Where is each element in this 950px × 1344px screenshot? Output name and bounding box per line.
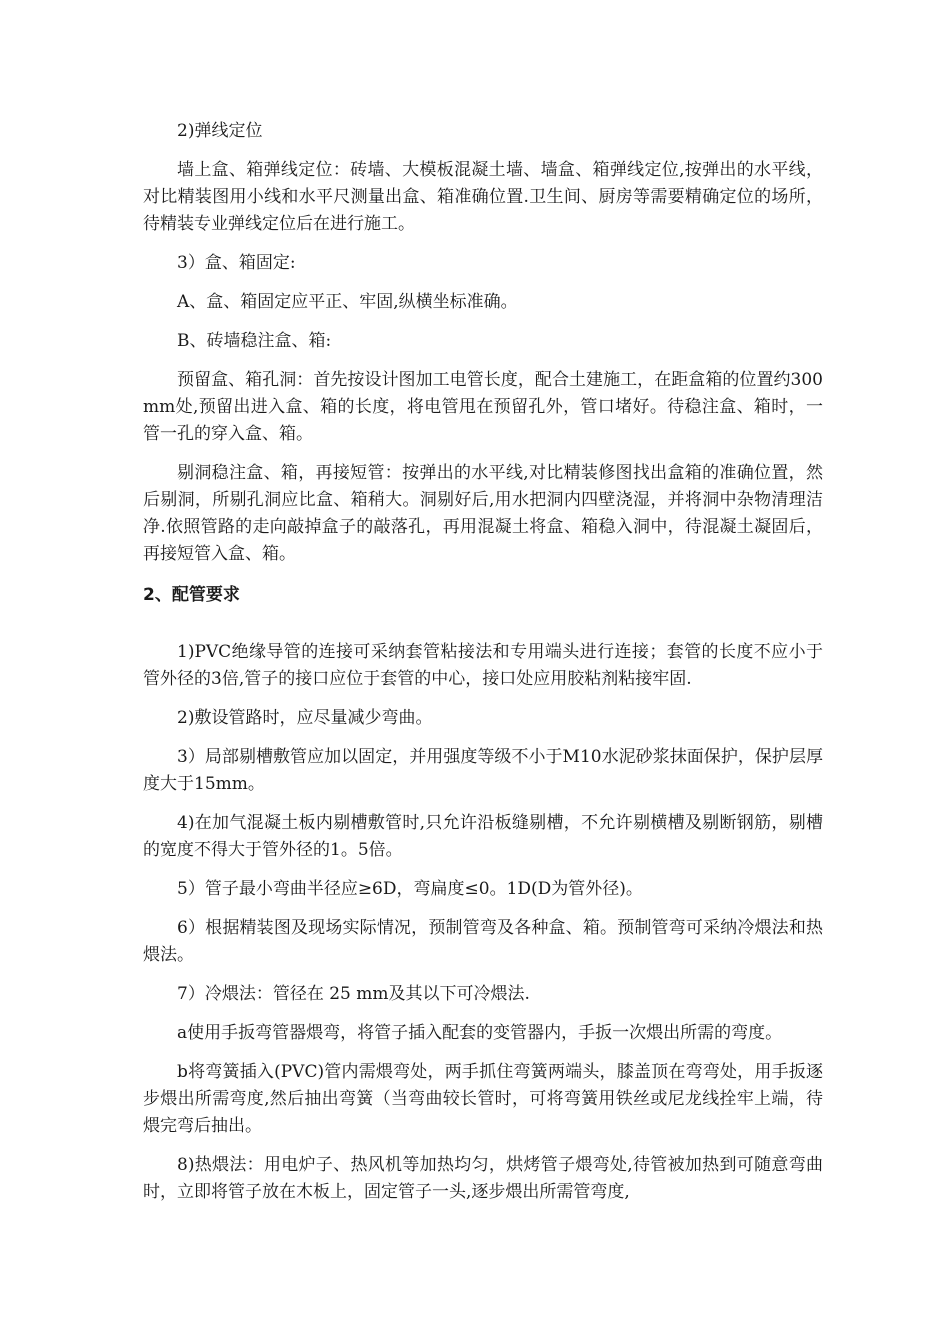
paragraph-chisel-holes: 剔洞稳注盒、箱，再接短管：按弹出的水平线,对比精装修图找出盒箱的准确位置，然后剔洞，所剔孔洞应比盒、箱稍大。洞剔好后,用水把洞内四壁浇湿，并将洞中杂物清理洁净.依照管路的走向敲掉盒子的敲落孔，再用混凝土将盒、箱稳入洞中，待混凝土凝固后，再接短管入盒、箱。 [143, 463, 823, 564]
paragraph-step-2: 2)弹线定位 [177, 121, 263, 141]
paragraph-req-3: 3）局部剔槽敷管应加以固定，并用强度等级不小于M10水泥砂浆抹面保护，保护层厚度大于15mm。 [143, 747, 823, 794]
paragraph-item-b: B、砖墙稳注盒、箱: [177, 331, 332, 351]
section-heading: 2、配管要求 [143, 585, 240, 605]
paragraph-req-1: 1)PVC绝缘导管的连接可采纳套管粘接法和专用端头进行连接；套管的长度不应小于管外径的3倍,管子的接口应位于套管的中心，接口处应用胶粘剂粘接牢固. [143, 642, 823, 689]
paragraph-wall-box-positioning: 墙上盒、箱弹线定位：砖墙、大模板混凝土墙、墙盒、箱弹线定位,按弹出的水平线，对比精装图用小线和水平尺测量出盒、箱准确位置.卫生间、厨房等需要精确定位的场所，待精装专业弹线定位后在进行施工。 [143, 160, 823, 234]
paragraph-item-a: A、盒、箱固定应平正、牢固,纵横坐标准确。 [177, 292, 518, 312]
paragraph-step-3: 3）盒、箱固定: [177, 253, 296, 273]
paragraph-req-2: 2)敷设管路时，应尽量减少弯曲。 [177, 708, 433, 728]
paragraph-req-7b: b将弯簧插入(PVC)管内需煨弯处，两手抓住弯簧两端头，膝盖顶在弯弯处，用手扳逐步煨出所需弯度,然后抽出弯簧（当弯曲较长管时，可将弯簧用铁丝或尼龙线拴牢上端，待煨完弯后抽出。 [143, 1062, 823, 1136]
paragraph-req-8: 8)热煨法：用电炉子、热风机等加热均匀，烘烤管子煨弯处,待管被加热到可随意弯曲时，立即将管子放在木板上，固定管子一头,逐步煨出所需管弯度, [143, 1155, 823, 1202]
paragraph-req-6: 6）根据精装图及现场实际情况，预制管弯及各种盒、箱。预制管弯可采纳冷煨法和热煨法。 [143, 918, 823, 965]
paragraph-req-5: 5）管子最小弯曲半径应≥6D，弯扁度≤0。1D(D为管外径)。 [177, 879, 643, 899]
paragraph-reserved-holes: 预留盒、箱孔洞：首先按设计图加工电管长度，配合土建施工，在距盒箱的位置约300mm处,预留出进入盒、箱的长度，将电管甩在预留孔外，管口堵好。待稳注盒、箱时，一管一孔的穿入盒、箱。 [143, 370, 823, 444]
document-page [143, 118, 823, 1218]
paragraph-req-7a: a使用手扳弯管器煨弯，将管子插入配套的变管器内，手扳一次煨出所需的弯度。 [177, 1023, 783, 1043]
paragraph-req-4: 4)在加气混凝土板内剔槽敷管时,只允许沿板缝剔槽，不允许剔横槽及剔断钢筋，剔槽的宽度不得大于管外径的1。5倍。 [143, 813, 823, 860]
paragraph-req-7: 7）冷煨法：管径在 25 mm及其以下可冷煨法. [177, 984, 530, 1004]
